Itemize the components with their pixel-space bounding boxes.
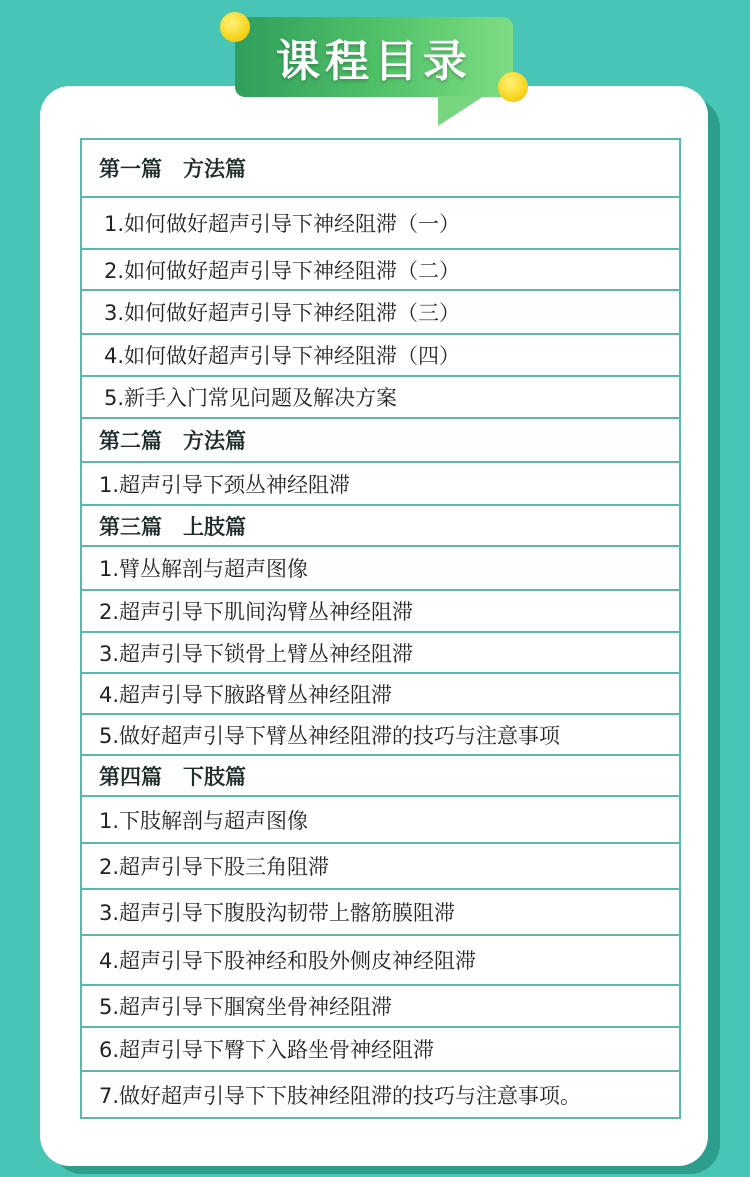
toc-section-heading: 第三篇 上肢篇: [82, 506, 679, 547]
toc-section-heading: 第四篇 下肢篇: [82, 756, 679, 797]
toc-row: 3.如何做好超声引导下神经阻滞（三）: [82, 291, 679, 335]
page-title: 课程目录: [276, 36, 472, 87]
toc-row: 4.超声引导下股神经和股外侧皮神经阻滞: [82, 936, 679, 986]
title-banner: [235, 17, 513, 97]
toc-row: 6.超声引导下臀下入路坐骨神经阻滞: [82, 1028, 679, 1072]
toc-row: 3.超声引导下锁骨上臂丛神经阻滞: [82, 633, 679, 674]
toc-row: 2.超声引导下股三角阻滞: [82, 844, 679, 890]
decorative-dot-right: [498, 72, 528, 102]
toc-row: 2.如何做好超声引导下神经阻滞（二）: [82, 250, 679, 291]
toc-row: 4.如何做好超声引导下神经阻滞（四）: [82, 335, 679, 377]
decorative-dot-left: [220, 12, 250, 42]
toc-row: 1.臂丛解剖与超声图像: [82, 547, 679, 591]
toc-section-heading: 第二篇 方法篇: [82, 419, 679, 463]
toc-row: 3.超声引导下腹股沟韧带上髂筋膜阻滞: [82, 890, 679, 936]
toc-row: 7.做好超声引导下下肢神经阻滞的技巧与注意事项。: [99, 1083, 582, 1108]
toc-row: 1.下肢解剖与超声图像: [82, 797, 679, 844]
toc-row: 5.超声引导下腘窝坐骨神经阻滞: [82, 986, 679, 1028]
toc-row: 4.超声引导下腋路臂丛神经阻滞: [82, 674, 679, 715]
toc-row: 2.超声引导下肌间沟臂丛神经阻滞: [82, 591, 679, 633]
toc-row: 1.超声引导下颈丛神经阻滞: [82, 463, 679, 506]
toc-row: 5.做好超声引导下臂丛神经阻滞的技巧与注意事项: [82, 715, 679, 756]
banner-tail: [438, 96, 484, 126]
toc-row: 5.新手入门常见问题及解决方案: [82, 377, 679, 419]
toc-row: 1.如何做好超声引导下神经阻滞（一）: [82, 198, 679, 250]
toc-section-heading: 第一篇 方法篇: [82, 140, 679, 198]
table-of-contents: [80, 138, 681, 1119]
